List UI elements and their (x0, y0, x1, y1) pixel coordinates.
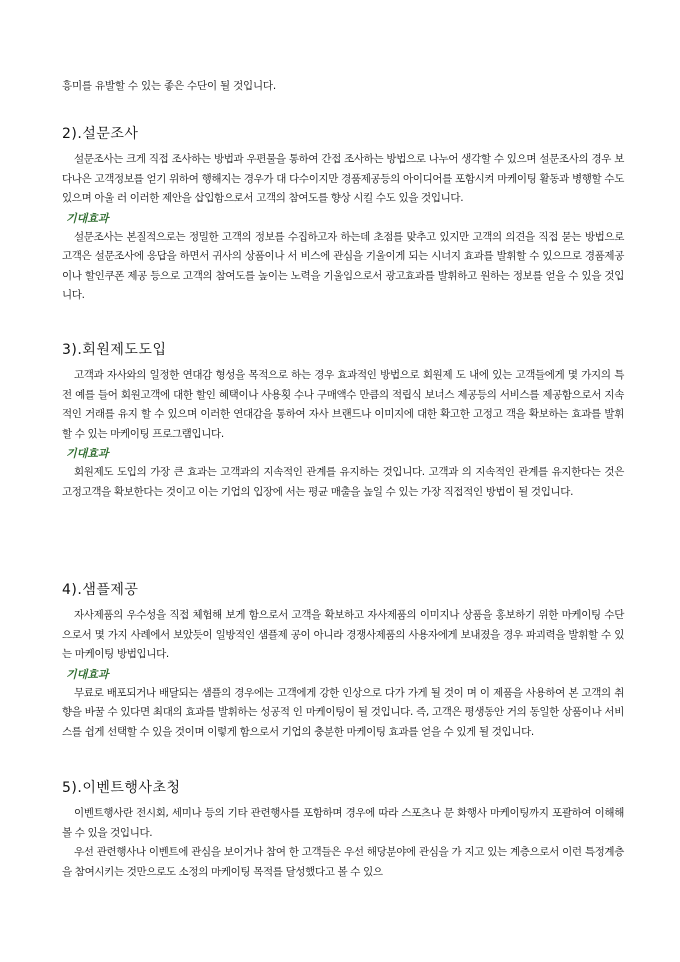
section-heading: 4).샘플제공 (62, 582, 139, 598)
section-heading: 5).이벤트행사초청 (62, 780, 181, 796)
section-body: 자사제품의 우수성을 직접 체험해 보게 함으로서 고객을 확보하고 자사제품의 이미지나 상품을 홍보하기 위한 마케이팅 수단으로서 몇 가지 사례에서 보았듯이 일방적인 샘플제 공이 아니라 경쟁사제품의 사용자에게 보내졌을 경우 파괴력을 발휘할 수 있는 마케이팅 방법입니다. (62, 609, 624, 660)
expected-effect-label: 기대효과 (66, 447, 109, 460)
expected-effect-body: 설문조사는 본질적으로는 정밀한 고객의 정보를 수집하고자 하는데 초점를 맞추고 있지만 고객의 의견을 직접 묻는 방법으로 고객은 설문조사에 응답을 하면서 귀사의 상품이나 서 비스에 관심을 기울이게 되는 시너지 효과를 발휘할 수 있으므로 경품제공이나 할인쿠폰 제공 등으로 고객의 참여도를 높이는 노력을 기울임으로서 광고효과를 발휘하고 원하는 정보를 얻을 수 있을 것입니다. (62, 230, 624, 301)
section-event (62, 778, 624, 882)
section-membership (62, 340, 624, 502)
expected-effect-body: 회원제도 도입의 가장 큰 효과는 고객과의 지속적인 관계를 유지하는 것입니다. 고객과 의 지속적인 관계를 유지한다는 것은 고정고객을 확보한다는 것이고 이는 기업의 입장에 서는 평균 매출을 높일 수 있는 가장 직접적인 방법이 될 것입니다. (62, 466, 624, 498)
section-survey (62, 124, 624, 306)
intro-line: 흥미를 유발할 수 있는 좋은 수단이 될 것입니다. (62, 80, 277, 92)
section-body-continued: 우선 관련행사나 이벤트에 관심을 보이거나 참여 한 고객들은 우선 해당분야에 관심을 가 지고 있는 계층으로서 이런 특정계층을 참여시키는 것만으로도 소정의 마케이팅 목적를 달성했다고 볼 수 있으 (62, 846, 624, 878)
expected-effect-body: 무료로 배포되거나 배달되는 샘플의 경우에는 고객에게 강한 인상으로 다가 가게 될 것이 며 이 제품을 사용하여 본 고객의 취향을 바꿀 수 있다면 최대의 효과를 발휘하는 성공적 인 마케이팅이 될 것입니다. 즉, 고객은 평생동안 거의 동일한 상품이나 서비스를 쉽게 선택할 수 있을 것이며 이렇게 함으로서 기업의 충분한 마케이팅 효과를 얻을 수 있게 될 것입니다. (62, 686, 624, 738)
section-sample (62, 580, 624, 742)
section-body: 설문조사는 크게 직접 조사하는 방법과 우편물을 통하여 간접 조사하는 방법으로 나누어 생각할 수 있으며 설문조사의 경우 보다나은 고객정보를 얻기 위하여 행해지는 경우가 대 다수이지만 경품제공등의 아이디어를 포함시켜 마케이팅 활동과 병행할 수도 있으며 아울 러 이러한 제안을 삽입함으로서 고객의 참여도를 향상 시킬 수도 있을 것입니다. (62, 153, 624, 204)
section-body: 고객과 자사와의 일정한 연대감 형성을 목적으로 하는 경우 효과적인 방법으로 회원제 도 내에 있는 고객들에게 몇 가지의 특전 예를 들어 회원고객에 대한 할인 혜택이나 사용횟 수나 구매액수 만큼의 적립식 보너스 제공등의 서비스를 제공함으로서 지속적인 거래를 유지 할 수 있으며 이러한 연대감을 통하여 자사 브랜드나 이미지에 대한 확고한 고정고 객을 확보하는 효과를 발휘할 수 있는 마케이팅 프로그램입니다. (62, 369, 624, 440)
expected-effect-label: 기대효과 (66, 667, 109, 681)
expected-effect-label: 기대효과 (66, 211, 109, 225)
section-heading: 2).설문조사 (62, 126, 139, 142)
section-heading: 3).회원제도도입 (62, 342, 167, 358)
section-body: 이벤트행사란 전시회, 세미나 등의 기타 관련행사를 포함하며 경우에 따라 스포츠나 문 화행사 마케이팅까지 포괄하여 이해해 볼 수 있을 것입니다. (62, 807, 624, 839)
